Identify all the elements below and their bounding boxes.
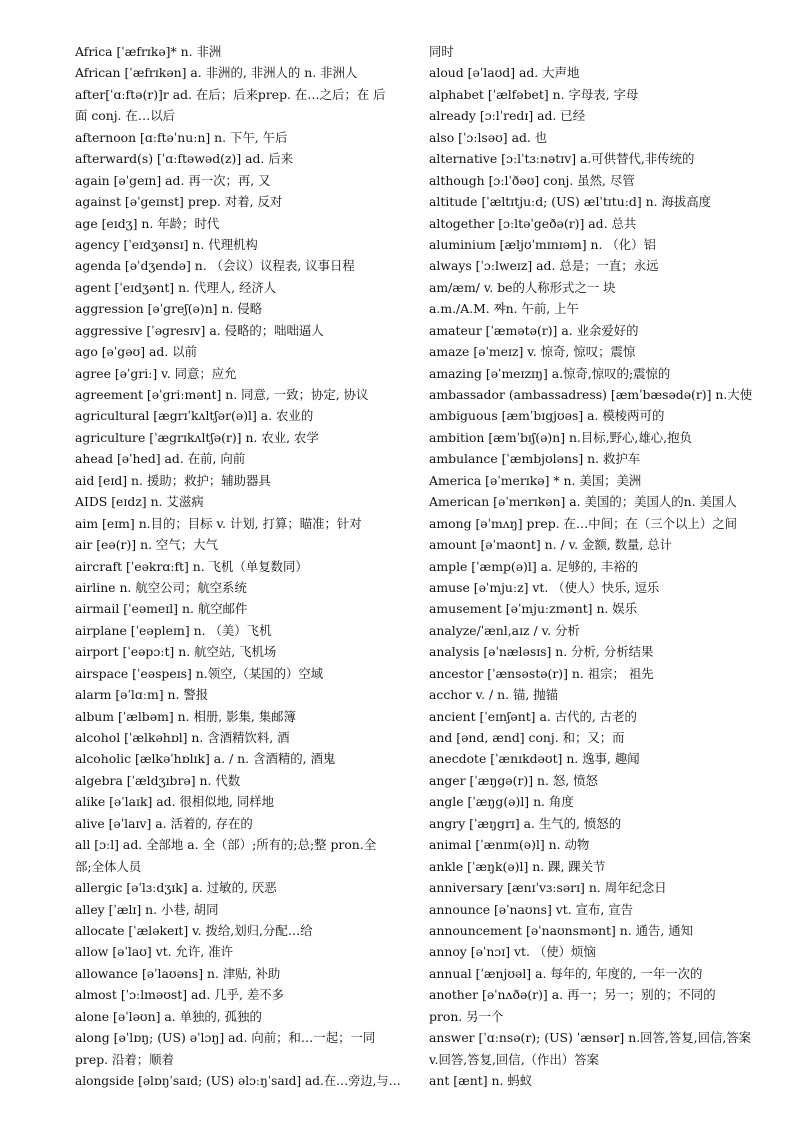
- left-entry-line: aggressive [ˈəgresɪv] a. 侵略的；咄咄逼人: [75, 322, 324, 338]
- left-entry-line: airspace [ˈeəspeɪs] n.领空,（某国的）空域: [75, 665, 324, 681]
- right-entry-line: angle [ˈæŋg(ə)l] n. 角度: [429, 794, 574, 810]
- left-entry-line: alone [əˈləʊn] a. 单独的, 孤独的: [75, 1008, 262, 1024]
- right-entry-line: altogether [ɔːltəˈgeðə(r)] ad. 总共: [429, 215, 637, 231]
- right-entry-line: alphabet [ˈælfəbet] n. 字母表, 字母: [429, 86, 639, 102]
- right-entry-line: aloud [əˈlaʊd] ad. 大声地: [429, 65, 580, 81]
- left-entry-line: age [eɪdʒ] n. 年龄；时代: [75, 215, 220, 231]
- right-entry-line: also [ˈɔːlsəʊ] ad. 也: [429, 129, 548, 145]
- left-entry-line: agreement [əˈgriːmənt] n. 同意, 一致；协定, 协议: [75, 387, 369, 402]
- left-entry-line: aim [eɪm] n.目的；目标 v. 计划, 打算；瞄准；针对: [75, 515, 362, 531]
- left-entry-line: airplane [ˈeəpleɪn] n. （美）飞机: [75, 622, 272, 638]
- left-entry-line: alive [əˈlaɪv] a. 活着的, 存在的: [75, 815, 253, 831]
- left-entry-line: airline n. 航空公司；航空系统: [75, 579, 247, 595]
- right-entry-line: annual [ˈænjʊəl] a. 每年的, 年度的, 一年一次的: [429, 965, 703, 981]
- right-entry-line: ancient [ˈeɪnʃənt] a. 古代的, 古老的: [429, 708, 637, 724]
- left-entry-line: AIDS [eɪdz] n. 艾滋病: [75, 494, 204, 510]
- left-entry-line: 面 conj. 在…以后: [75, 108, 175, 124]
- right-entry-line: ambassador (ambassadress) [æmˈbæsədə(r)] n.大使: [429, 387, 753, 402]
- left-entry-line: alike [əˈlaɪk] ad. 很相似地, 同样地: [75, 794, 275, 810]
- right-entry-line: pron. 另一个: [429, 1008, 504, 1024]
- left-column: [75, 41, 401, 1091]
- right-entry-line: announce [əˈnaʊns] vt. 宣布, 宣告: [429, 901, 634, 917]
- left-entry-line: against [əˈgeɪnst] prep. 对着, 反对: [75, 194, 283, 210]
- right-entry-line: ant [ænt] n. 蚂蚁: [429, 1073, 533, 1088]
- left-entry-line: airmail [ˈeəmeɪl] n. 航空邮件: [75, 601, 248, 617]
- right-entry-line: among [əˈmʌŋ] prep. 在…中间；在（三个以上）之间: [429, 515, 737, 531]
- right-entry-line: anger [ˈæŋgə(r)] n. 怒, 愤怒: [429, 772, 598, 788]
- left-entry-line: afterward(s) [ˈɑːftəwəd(z)] ad. 后来: [75, 151, 294, 167]
- right-entry-line: amuse [əˈmjuːz] vt. （使人）快乐, 逗乐: [429, 579, 660, 595]
- right-entry-line: already [ɔːlˈredɪ] ad. 已经: [429, 108, 586, 124]
- right-entry-line: anniversary [ænɪˈvɜːsərɪ] n. 周年纪念日: [429, 880, 667, 896]
- right-entry-line: always [ˈɔːlweɪz] ad. 总是；一直；永远: [429, 258, 659, 274]
- right-entry-line: ankle [ˈæŋk(ə)l] n. 踝, 踝关节: [429, 858, 606, 874]
- left-entry-line: album [ˈælbəm] n. 相册, 影集, 集邮簿: [75, 708, 296, 724]
- left-entry-line: agriculture [ˈægrɪkʌltʃə(r)] n. 农业, 农学: [75, 429, 319, 445]
- left-entry-line: alley [ˈælɪ] n. 小巷, 胡同: [75, 901, 219, 917]
- left-entry-line: almost [ˈɔːlməʊst] ad. 几乎, 差不多: [75, 987, 285, 1003]
- left-entry-line: aggression [əˈgreʃ(ə)n] n. 侵略: [75, 301, 263, 317]
- left-entry-line: airport [ˈeəpɔːt] n. 航空站, 飞机场: [75, 644, 277, 660]
- right-entry-line: v.回答,答复,回信,（作出）答案: [429, 1051, 599, 1067]
- left-entry-line: agricultural [ægrɪˈkʌltʃər(ə)l] a. 农业的: [75, 408, 314, 424]
- left-entry-line: ago [əˈgəʊ] ad. 以前: [75, 344, 197, 360]
- left-entry-line: along [əˈlɒŋ; (US) əˈlɔŋ] ad. 向前；和…一起；一同: [75, 1030, 376, 1046]
- right-entry-line: amaze [əˈmeɪz] v. 惊奇, 惊叹；震惊: [429, 344, 636, 360]
- left-entry-line: alongside [əlɒŋˈsaɪd; (US) əlɔːŋˈsaɪd] ad.在…旁边,与…: [75, 1073, 401, 1088]
- right-entry-line: anecdote [ˈænɪkdəʊt] n. 逸事, 趣闻: [429, 751, 640, 767]
- left-entry-line: allergic [əˈlɜːdʒɪk] a. 过敏的, 厌恶: [75, 880, 277, 896]
- right-entry-line: ambiguous [æmˈbɪgjʊəs] a. 模棱两可的: [429, 408, 665, 424]
- right-entry-line: American [əˈmerɪkən] a. 美国的；美国人的n. 美国人: [429, 494, 737, 510]
- right-entry-line: analysis [əˈnæləsɪs] n. 分析, 分析结果: [429, 644, 654, 660]
- right-entry-line: analyze/ˈænl,aɪz / v. 分析: [429, 622, 580, 638]
- left-entry-line: allocate [ˈæləkeɪt] v. 拨给,划归,分配…给: [75, 922, 313, 938]
- left-entry-line: air [eə(r)] n. 空气；大气: [75, 537, 218, 553]
- left-entry-line: agree [əˈgriː] v. 同意；应允: [75, 365, 237, 381]
- right-entry-line: answer [ˈɑːnsə(r); (US) ˈænsər] n.回答,答复,回信,答案: [429, 1030, 752, 1046]
- left-entry-line: afternoon [ɑːftəˈnuːn] n. 下午, 午后: [75, 129, 288, 145]
- left-entry-line: aircraft [ˈeəkrɑːft] n. 飞机（单复数同）: [75, 558, 308, 574]
- right-entry-line: 同时: [429, 44, 454, 59]
- right-entry-line: a.m./A.M. 쨔n. 午前, 上午: [429, 301, 579, 317]
- left-entry-line: African [ˈæfrɪkən] a. 非洲的, 非洲人的 n. 非洲人: [75, 65, 358, 81]
- right-entry-line: ample [ˈæmp(ə)l] a. 足够的, 丰裕的: [429, 558, 639, 574]
- left-entry-line: allowance [əˈlaʊəns] n. 津贴, 补助: [75, 965, 281, 981]
- left-entry-line: agent [ˈeɪdʒənt] n. 代理人, 经济人: [75, 279, 277, 295]
- left-entry-line: alcoholic [ælkəˈhɒlɪk] a. / n. 含酒精的, 酒鬼: [75, 751, 336, 767]
- left-entry-line: ahead [əˈhed] ad. 在前, 向前: [75, 451, 246, 467]
- right-entry-line: annoy [əˈnɔɪ] vt. （使）烦恼: [429, 944, 596, 960]
- left-entry-line: allow [əˈlaʊ] vt. 允许, 准许: [75, 944, 233, 960]
- left-entry-line: alarm [əˈlɑːm] n. 警报: [75, 687, 209, 703]
- left-entry-line: agenda [əˈdʒendə] n. （会议）议程表, 议事日程: [75, 258, 355, 274]
- left-entry-line: alcohol [ˈælkəhɒl] n. 含酒精饮料, 酒: [75, 730, 290, 745]
- left-entry-line: Africa [ˈæfrɪkə]* n. 非洲: [75, 44, 222, 59]
- right-entry-line: America [əˈmerɪkə] * n. 美国；美洲: [429, 472, 642, 488]
- right-entry-line: am/æm/ v. be的人称形式之一 块: [429, 279, 616, 295]
- right-entry-line: altitude [ˈæltɪtjuːd; (US) ælˈtɪtuːd] n. 海拔高度: [429, 194, 712, 210]
- right-column: [429, 41, 774, 1091]
- right-entry-line: ambulance [ˈæmbjʊləns] n. 救护车: [429, 451, 641, 467]
- right-entry-line: animal [ˈænɪm(ə)l] n. 动物: [429, 837, 590, 853]
- right-entry-line: amount [əˈmaʊnt] n. / v. 金额, 数量, 总计: [429, 537, 673, 553]
- right-entry-line: ambition [æmˈbɪʃ(ə)n] n.目标,野心,雄心,抱负: [429, 429, 692, 445]
- left-entry-line: 部;全体人员: [75, 858, 142, 874]
- right-entry-line: announcement [əˈnaʊnsmənt] n. 通告, 通知: [429, 922, 694, 938]
- right-entry-line: and [ənd, ænd] conj. 和；又；而: [429, 730, 625, 745]
- right-entry-line: amazing [əˈmeɪzɪŋ] a.惊奇,惊叹的;震惊的: [429, 365, 671, 381]
- right-entry-line: although [ɔːlˈðəʊ] conj. 虽然, 尽管: [429, 172, 635, 188]
- left-entry-line: aid [eɪd] n. 援助；救护；辅助器具: [75, 472, 271, 488]
- right-entry-line: amusement [əˈmjuːzmənt] n. 娱乐: [429, 601, 638, 617]
- left-entry-line: again [əˈgeɪn] ad. 再一次；再, 又: [75, 172, 271, 188]
- left-entry-line: after[ˈɑːftə(r)]r ad. 在后；后来prep. 在…之后；在 后: [75, 86, 386, 102]
- right-entry-line: aluminium [æljʊˈmɪnɪəm] n. （化）铝: [429, 236, 656, 252]
- left-entry-line: agency [ˈeɪdʒənsɪ] n. 代理机构: [75, 236, 258, 252]
- right-entry-line: amateur [ˈæmətə(r)] a. 业余爱好的: [429, 322, 639, 338]
- right-entry-line: angry [ˈæŋgrɪ] a. 生气的, 愤怒的: [429, 815, 622, 831]
- right-entry-line: another [əˈnʌðə(r)] a. 再一；另一；别的；不同的: [429, 987, 716, 1003]
- left-entry-line: prep. 沿着；顺着: [75, 1051, 174, 1067]
- left-entry-line: algebra [ˈældʒɪbrə] n. 代数: [75, 772, 241, 788]
- right-entry-line: alternative [ɔːlˈtɜːnətɪv] a.可供替代,非传统的: [429, 151, 695, 167]
- right-entry-line: acchor v. / n. 锚, 抛锚: [429, 687, 558, 703]
- right-entry-line: ancestor [ˈænsəstə(r)] n. 祖宗； 祖先: [429, 665, 654, 681]
- left-entry-line: all [ɔːl] ad. 全部地 a. 全（部）;所有的;总;整 pron.全: [75, 837, 377, 853]
